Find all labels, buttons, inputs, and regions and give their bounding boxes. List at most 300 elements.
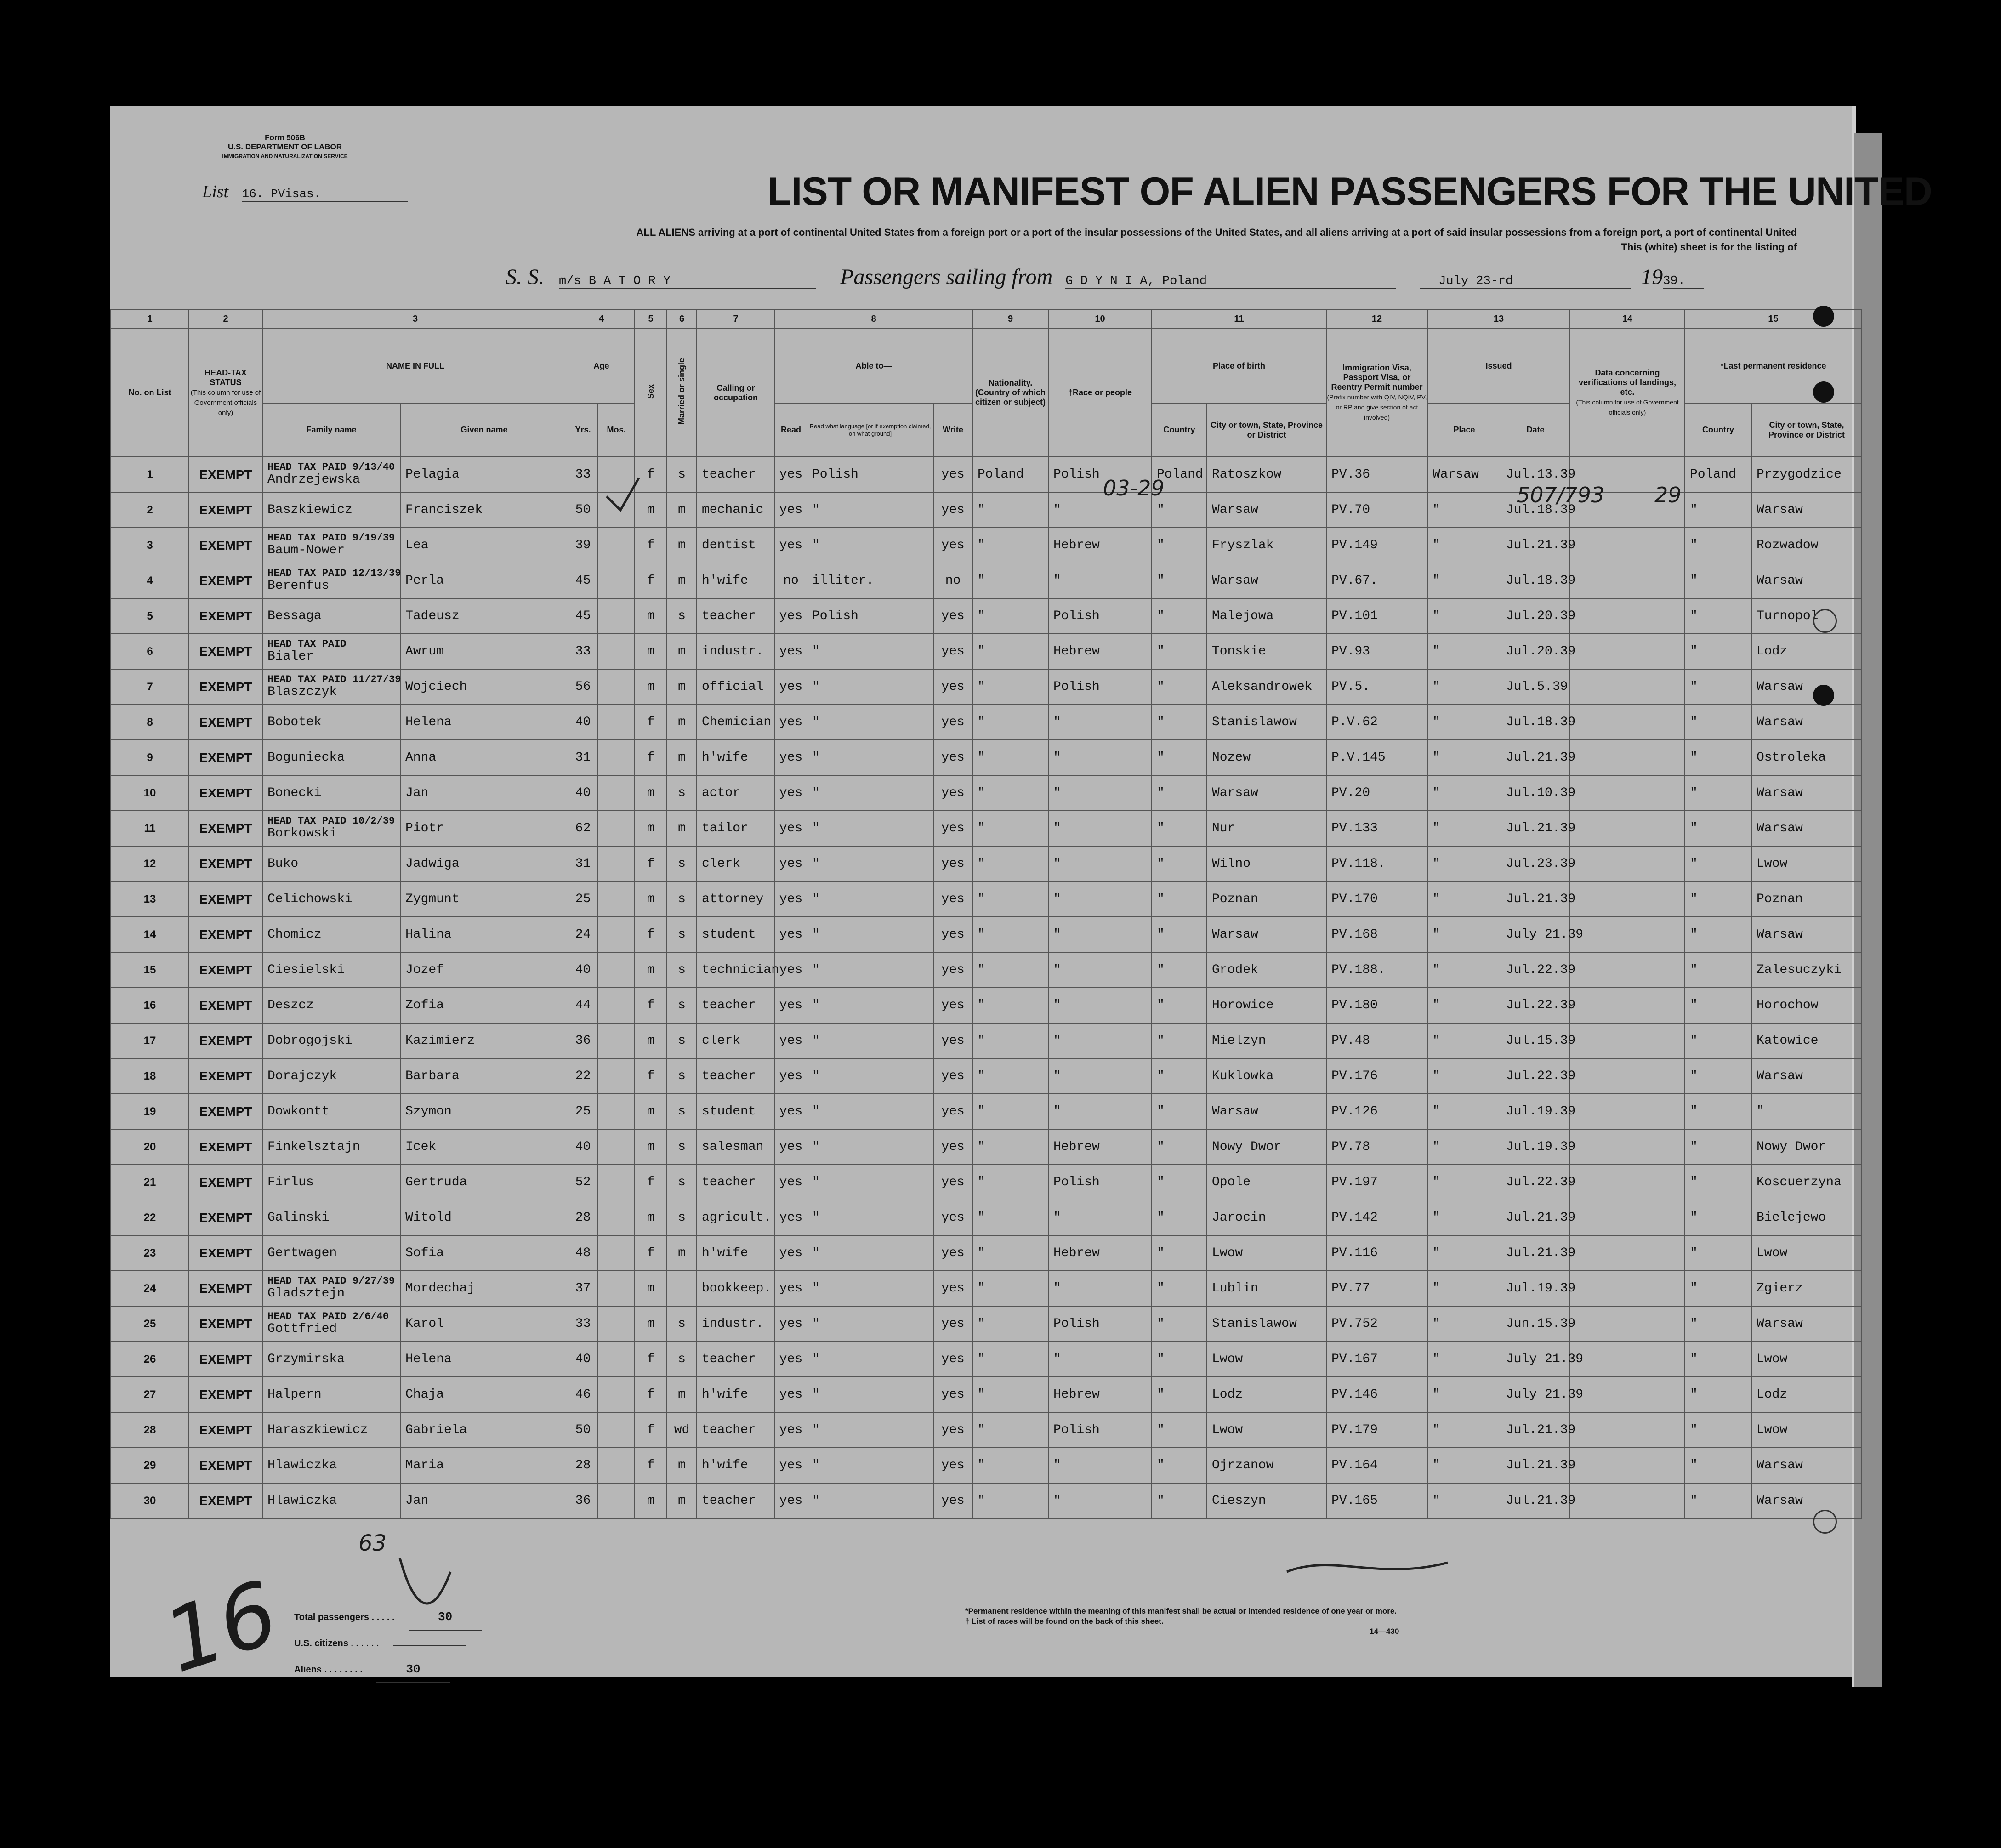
residence-city: Przygodzice <box>1751 457 1862 492</box>
birth-country: " <box>1152 1129 1207 1165</box>
header-head-tax-note: (This column for use of Government officials only) <box>190 388 261 417</box>
race: Polish <box>1048 1165 1152 1200</box>
head-tax-paid-stamp: HEAD TAX PAID 2/6/40 <box>267 1311 389 1322</box>
visa-number: PV.70 <box>1326 492 1427 528</box>
read-language: " <box>807 705 933 740</box>
nationality: " <box>972 740 1048 775</box>
given-name: Franciszek <box>400 492 568 528</box>
issue-place: " <box>1427 1235 1501 1271</box>
head-tax-status: EXEMPT <box>189 634 262 669</box>
sex: m <box>635 775 667 811</box>
nationality: " <box>972 598 1048 634</box>
visa-number: PV.77 <box>1326 1271 1427 1306</box>
family-name: Haraszkiewicz <box>262 1412 400 1448</box>
residence-city: Warsaw <box>1751 492 1862 528</box>
header-read-lang: Read what language [or if exemption claimed, on what ground] <box>807 403 933 457</box>
read-language: " <box>807 881 933 917</box>
marital-status: s <box>667 1200 697 1235</box>
head-tax-status: EXEMPT <box>189 705 262 740</box>
race: " <box>1048 740 1152 775</box>
can-read: yes <box>775 1094 807 1129</box>
occupation: teacher <box>697 1483 775 1518</box>
head-tax-status: EXEMPT <box>189 1235 262 1271</box>
age-years: 40 <box>568 1342 598 1377</box>
issue-place: " <box>1427 1058 1501 1094</box>
residence-country: " <box>1685 598 1751 634</box>
read-language: " <box>807 669 933 705</box>
row-number: 2 <box>111 492 189 528</box>
given-name: Gabriela <box>400 1412 568 1448</box>
visa-number: PV.20 <box>1326 775 1427 811</box>
head-tax-status: EXEMPT <box>189 1271 262 1306</box>
occupation: teacher <box>697 457 775 492</box>
race: " <box>1048 988 1152 1023</box>
col-number: 13 <box>1427 309 1570 329</box>
nationality: " <box>972 988 1048 1023</box>
can-write: yes <box>933 1023 972 1058</box>
row-number: 19 <box>111 1094 189 1129</box>
read-language: " <box>807 634 933 669</box>
can-read: yes <box>775 881 807 917</box>
birth-country: " <box>1152 634 1207 669</box>
issue-date: Jul.22.39 <box>1501 1165 1570 1200</box>
can-read: yes <box>775 1412 807 1448</box>
issue-place: " <box>1427 1200 1501 1235</box>
row-number: 3 <box>111 528 189 563</box>
read-language: " <box>807 1306 933 1342</box>
race: " <box>1048 775 1152 811</box>
head-tax-status: EXEMPT <box>189 492 262 528</box>
marital-status: m <box>667 634 697 669</box>
birth-city: Horowice <box>1207 988 1326 1023</box>
header-residence: *Last permanent residence <box>1685 329 1862 403</box>
head-tax-paid-stamp: HEAD TAX PAID 10/2/39 <box>267 815 395 827</box>
residence-country: " <box>1685 846 1751 881</box>
col-number: 5 <box>635 309 667 329</box>
family-name-text: Berenfus <box>267 579 330 593</box>
issue-place: " <box>1427 1483 1501 1518</box>
can-read: yes <box>775 1129 807 1165</box>
row-number: 16 <box>111 988 189 1023</box>
row-number: 9 <box>111 740 189 775</box>
col-number: 4 <box>568 309 635 329</box>
birth-country: " <box>1152 1165 1207 1200</box>
birth-country: " <box>1152 846 1207 881</box>
nationality: " <box>972 1306 1048 1342</box>
nationality: " <box>972 1200 1048 1235</box>
sex: f <box>635 1235 667 1271</box>
sex: f <box>635 457 667 492</box>
can-read: yes <box>775 846 807 881</box>
birth-country: " <box>1152 1412 1207 1448</box>
family-name-text: Baum-Nower <box>267 543 345 557</box>
occupation: bookkeep. <box>697 1271 775 1306</box>
residence-country: " <box>1685 740 1751 775</box>
can-write: yes <box>933 917 972 952</box>
head-tax-paid-stamp: HEAD TAX PAID <box>267 638 347 650</box>
occupation: teacher <box>697 988 775 1023</box>
sex: f <box>635 1165 667 1200</box>
head-tax-status: EXEMPT <box>189 917 262 952</box>
race: " <box>1048 1483 1152 1518</box>
header-no: No. on List <box>111 329 189 457</box>
sex: m <box>635 1094 667 1129</box>
residence-city: Warsaw <box>1751 917 1862 952</box>
marital-status: s <box>667 1129 697 1165</box>
birth-city: Aleksandrowek <box>1207 669 1326 705</box>
row-number: 22 <box>111 1200 189 1235</box>
read-language: " <box>807 811 933 846</box>
nationality: " <box>972 492 1048 528</box>
header-country: Country <box>1152 403 1207 457</box>
issue-place: " <box>1427 740 1501 775</box>
birth-country: " <box>1152 492 1207 528</box>
binder-hole <box>1813 306 1834 327</box>
birth-city: Lublin <box>1207 1271 1326 1306</box>
header-birth: Place of birth <box>1152 329 1326 403</box>
issue-place: " <box>1427 598 1501 634</box>
birth-city: Opole <box>1207 1165 1326 1200</box>
row-number: 1 <box>111 457 189 492</box>
family-name: Finkelsztajn <box>262 1129 400 1165</box>
occupation: industr. <box>697 1306 775 1342</box>
race: Polish <box>1048 1412 1152 1448</box>
birth-country: " <box>1152 881 1207 917</box>
header-write: Write <box>933 403 972 457</box>
marital-status: s <box>667 457 697 492</box>
birth-country: " <box>1152 1200 1207 1235</box>
issue-date: Jul.19.39 <box>1501 1271 1570 1306</box>
read-language: " <box>807 1058 933 1094</box>
family-name-text: Gottfried <box>267 1322 337 1336</box>
visa-number: PV.118. <box>1326 846 1427 881</box>
nationality: " <box>972 1271 1048 1306</box>
nationality: " <box>972 846 1048 881</box>
issue-date: Jul.21.39 <box>1501 1483 1570 1518</box>
row-number: 23 <box>111 1235 189 1271</box>
issue-place: " <box>1427 1342 1501 1377</box>
read-language: " <box>807 1165 933 1200</box>
row-number: 6 <box>111 634 189 669</box>
family-name: Firlus <box>262 1165 400 1200</box>
issue-place: " <box>1427 988 1501 1023</box>
residence-country: Poland <box>1685 457 1751 492</box>
birth-city: Warsaw <box>1207 1094 1326 1129</box>
can-write: no <box>933 563 972 598</box>
given-name: Zofia <box>400 988 568 1023</box>
family-name: Grzymirska <box>262 1342 400 1377</box>
issue-place: " <box>1427 1094 1501 1129</box>
nationality: " <box>972 1235 1048 1271</box>
head-tax-status: EXEMPT <box>189 1129 262 1165</box>
can-write: yes <box>933 669 972 705</box>
header-visa-note: (Prefix number with QIV, NQIV, PV, or RP and give section of act involved) <box>1327 393 1427 421</box>
issue-date: Jul.21.39 <box>1501 881 1570 917</box>
birth-city: Nozew <box>1207 740 1326 775</box>
age-years: 45 <box>568 563 598 598</box>
race: " <box>1048 1448 1152 1483</box>
year-suffix: 39. <box>1663 274 1704 289</box>
read-language: " <box>807 917 933 952</box>
occupation: clerk <box>697 846 775 881</box>
visa-number: PV.126 <box>1326 1094 1427 1129</box>
read-language: " <box>807 1271 933 1306</box>
residence-city: Lodz <box>1751 1377 1862 1412</box>
can-write: yes <box>933 1058 972 1094</box>
residence-city: Warsaw <box>1751 1483 1862 1518</box>
can-read: yes <box>775 1448 807 1483</box>
can-read: yes <box>775 775 807 811</box>
given-name: Jadwiga <box>400 846 568 881</box>
handwritten-landing-note: 507/793 <box>1517 483 1605 507</box>
nationality: " <box>972 1483 1048 1518</box>
residence-city: Ostroleka <box>1751 740 1862 775</box>
residence-city: Lwow <box>1751 1412 1862 1448</box>
nationality: " <box>972 705 1048 740</box>
residence-country: " <box>1685 881 1751 917</box>
issue-place: " <box>1427 846 1501 881</box>
read-language: " <box>807 988 933 1023</box>
head-tax-paid-stamp: HEAD TAX PAID 9/13/40 <box>267 461 395 473</box>
residence-city: Warsaw <box>1751 1306 1862 1342</box>
service: IMMIGRATION AND NATURALIZATION SERVICE <box>222 153 348 159</box>
age-years: 33 <box>568 634 598 669</box>
header-mos: Mos. <box>598 403 635 457</box>
given-name: Witold <box>400 1200 568 1235</box>
visa-number: PV.5. <box>1326 669 1427 705</box>
col-number: 14 <box>1570 309 1685 329</box>
ss-label: S. S. <box>506 265 544 289</box>
residence-country: " <box>1685 988 1751 1023</box>
sex: m <box>635 1306 667 1342</box>
given-name: Helena <box>400 705 568 740</box>
issue-place: " <box>1427 1165 1501 1200</box>
sex: f <box>635 528 667 563</box>
given-name: Perla <box>400 563 568 598</box>
read-language: " <box>807 846 933 881</box>
head-tax-status: EXEMPT <box>189 1412 262 1448</box>
sex: f <box>635 917 667 952</box>
race: Polish <box>1048 457 1152 492</box>
visa-number: PV.179 <box>1326 1412 1427 1448</box>
sex: m <box>635 634 667 669</box>
given-name: Karol <box>400 1306 568 1342</box>
issue-place: " <box>1427 811 1501 846</box>
form-number: Form 506B <box>265 133 305 142</box>
can-write: yes <box>933 1200 972 1235</box>
list-label: List <box>202 182 229 201</box>
form-code: 14—430 <box>1370 1627 1399 1636</box>
marital-status: s <box>667 1094 697 1129</box>
age-years: 28 <box>568 1448 598 1483</box>
visa-number: PV.180 <box>1326 988 1427 1023</box>
given-name: Pelagia <box>400 457 568 492</box>
issue-date: Jul.13.39 <box>1501 457 1570 492</box>
issue-place: " <box>1427 775 1501 811</box>
col-number: 2 <box>189 309 262 329</box>
occupation: mechanic <box>697 492 775 528</box>
issue-place: " <box>1427 528 1501 563</box>
can-read: yes <box>775 634 807 669</box>
page-title: LIST OR MANIFEST OF ALIEN PASSENGERS FOR THE UNITED <box>767 170 1932 214</box>
residence-city: Warsaw <box>1751 669 1862 705</box>
can-write: yes <box>933 1377 972 1412</box>
visa-number: PV.149 <box>1326 528 1427 563</box>
birth-city: Grodek <box>1207 952 1326 988</box>
visa-number: P.V.62 <box>1326 705 1427 740</box>
footnote-races: † List of races will be found on the back of this sheet. <box>965 1617 1164 1626</box>
age-years: 31 <box>568 740 598 775</box>
occupation: industr. <box>697 634 775 669</box>
sex: f <box>635 1448 667 1483</box>
handwritten-count: 63 <box>358 1530 387 1556</box>
family-name: Dowkontt <box>262 1094 400 1129</box>
nationality: " <box>972 775 1048 811</box>
header-visa-title: Immigration Visa, Passport Visa, or Reentry Permit number <box>1331 363 1423 392</box>
issue-place: " <box>1427 634 1501 669</box>
marital-status: s <box>667 881 697 917</box>
visa-number: PV.67. <box>1326 563 1427 598</box>
race: " <box>1048 1058 1152 1094</box>
sex: m <box>635 1200 667 1235</box>
race: Polish <box>1048 598 1152 634</box>
can-write: yes <box>933 952 972 988</box>
race: " <box>1048 1200 1152 1235</box>
read-language: " <box>807 528 933 563</box>
race: " <box>1048 705 1152 740</box>
age-years: 25 <box>568 881 598 917</box>
race: " <box>1048 881 1152 917</box>
issue-place: " <box>1427 563 1501 598</box>
issue-place: " <box>1427 1377 1501 1412</box>
residence-country: " <box>1685 1412 1751 1448</box>
given-name: Sofia <box>400 1235 568 1271</box>
age-years: 44 <box>568 988 598 1023</box>
visa-number: PV.188. <box>1326 952 1427 988</box>
residence-country: " <box>1685 1165 1751 1200</box>
given-name: Jozef <box>400 952 568 988</box>
row-number: 18 <box>111 1058 189 1094</box>
handwritten-list-number: 16 <box>152 1562 290 1693</box>
occupation: teacher <box>697 1165 775 1200</box>
marital-status: m <box>667 1377 697 1412</box>
given-name: Halina <box>400 917 568 952</box>
header-issued: Issued <box>1427 329 1570 403</box>
sex: m <box>635 1483 667 1518</box>
birth-city: Wilno <box>1207 846 1326 881</box>
visa-number: PV.165 <box>1326 1483 1427 1518</box>
head-tax-paid-stamp: HEAD TAX PAID 11/27/39 <box>267 674 401 685</box>
can-read: yes <box>775 1023 807 1058</box>
sex: f <box>635 1058 667 1094</box>
list-value: 16. PVisas. <box>242 187 408 202</box>
birth-country: " <box>1152 1094 1207 1129</box>
head-tax-status: EXEMPT <box>189 775 262 811</box>
head-tax-paid-stamp: HEAD TAX PAID 9/27/39 <box>267 1275 395 1287</box>
issue-date: July 21.39 <box>1501 1342 1570 1377</box>
occupation: teacher <box>697 1412 775 1448</box>
residence-city: Lwow <box>1751 846 1862 881</box>
footnote-residence: *Permanent residence within the meaning of this manifest shall be actual or intended residence of one year or more. <box>965 1607 1397 1615</box>
residence-country: " <box>1685 563 1751 598</box>
family-name: Bessaga <box>262 598 400 634</box>
checkmark-icon <box>607 478 639 510</box>
can-write: yes <box>933 1129 972 1165</box>
can-write: yes <box>933 457 972 492</box>
given-name: Icek <box>400 1129 568 1165</box>
issue-place: " <box>1427 952 1501 988</box>
birth-city: Lwow <box>1207 1412 1326 1448</box>
head-tax-status: EXEMPT <box>189 1448 262 1483</box>
issue-date: Jul.21.39 <box>1501 1412 1570 1448</box>
sailing-date: July 23-rd <box>1420 274 1631 289</box>
sex: f <box>635 1342 667 1377</box>
given-name: Anna <box>400 740 568 775</box>
race: " <box>1048 952 1152 988</box>
col-number: 7 <box>697 309 775 329</box>
residence-city: Warsaw <box>1751 563 1862 598</box>
residence-city: Warsaw <box>1751 775 1862 811</box>
department: U.S. DEPARTMENT OF LABOR <box>227 142 342 151</box>
can-write: yes <box>933 1412 972 1448</box>
row-number: 15 <box>111 952 189 988</box>
issue-date: Jul.18.39 <box>1501 492 1570 528</box>
col-number: 8 <box>775 309 972 329</box>
age-years: 62 <box>568 811 598 846</box>
issue-place: " <box>1427 669 1501 705</box>
nationality: " <box>972 528 1048 563</box>
marital-status: m <box>667 740 697 775</box>
can-write: yes <box>933 1271 972 1306</box>
sex: m <box>635 598 667 634</box>
head-tax-status: EXEMPT <box>189 563 262 598</box>
issue-date: Jul.18.39 <box>1501 705 1570 740</box>
race: Hebrew <box>1048 1129 1152 1165</box>
race: " <box>1048 1094 1152 1129</box>
residence-city: Turnopol <box>1751 598 1862 634</box>
header-city: City or town, State, Province or District <box>1207 403 1326 457</box>
marital-status: m <box>667 669 697 705</box>
row-number: 5 <box>111 598 189 634</box>
residence-city: Zalesuczyki <box>1751 952 1862 988</box>
residence-city: Horochow <box>1751 988 1862 1023</box>
marital-status: s <box>667 598 697 634</box>
residence-country: " <box>1685 492 1751 528</box>
nationality: " <box>972 563 1048 598</box>
occupation: Chemician <box>697 705 775 740</box>
birth-country: " <box>1152 1235 1207 1271</box>
read-language: " <box>807 1448 933 1483</box>
can-write: yes <box>933 1342 972 1377</box>
can-write: yes <box>933 881 972 917</box>
residence-country: " <box>1685 811 1751 846</box>
residence-city: Poznan <box>1751 881 1862 917</box>
age-years: 28 <box>568 1200 598 1235</box>
residence-city: Koscuerzyna <box>1751 1165 1862 1200</box>
head-tax-status: EXEMPT <box>189 1377 262 1412</box>
header-place: Place <box>1427 403 1501 457</box>
sex: m <box>635 669 667 705</box>
residence-country: " <box>1685 1129 1751 1165</box>
can-read: yes <box>775 811 807 846</box>
residence-country: " <box>1685 1306 1751 1342</box>
age-years: 52 <box>568 1165 598 1200</box>
head-tax-status: EXEMPT <box>189 457 262 492</box>
col-number: 1 <box>111 309 189 329</box>
row-number: 10 <box>111 775 189 811</box>
header-res-country: Country <box>1685 403 1751 457</box>
age-years: 36 <box>568 1023 598 1058</box>
